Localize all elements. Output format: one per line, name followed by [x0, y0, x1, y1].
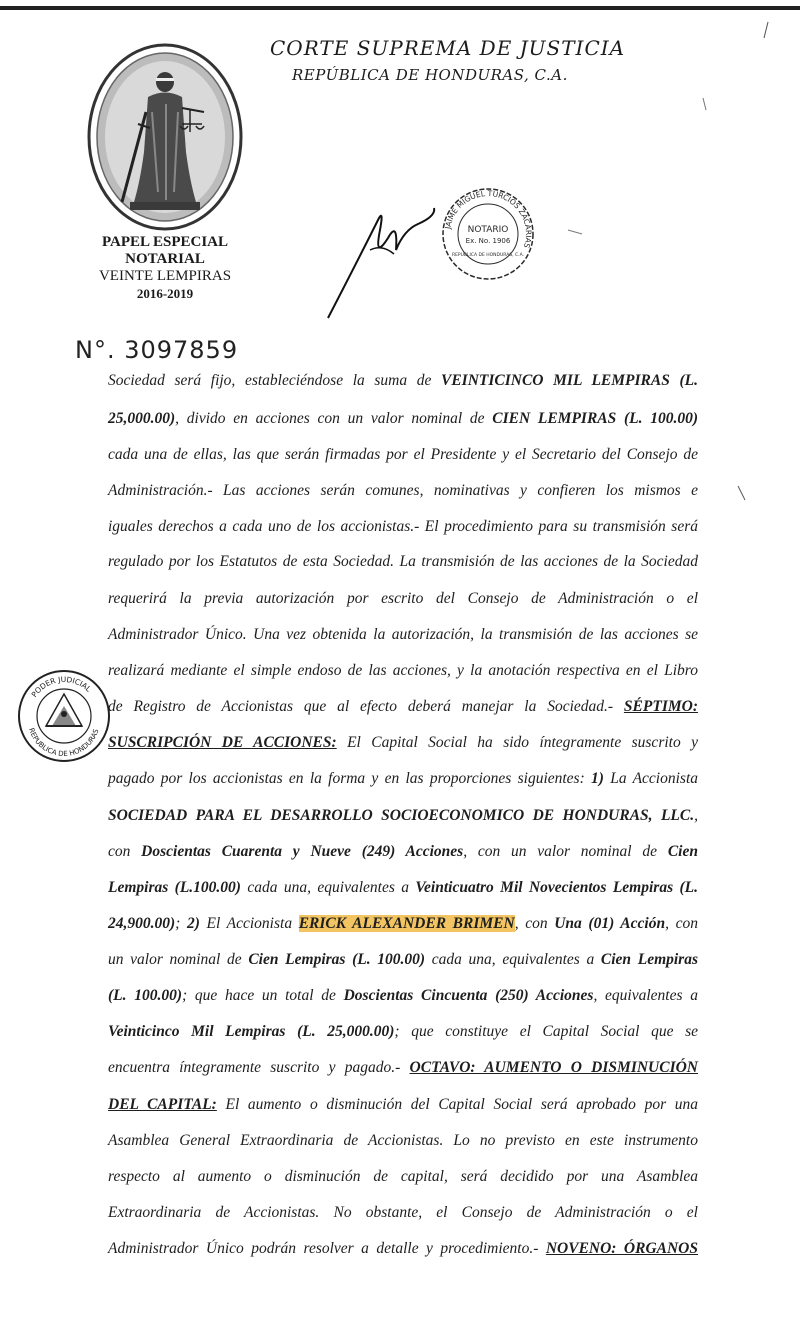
- text-segment: 1): [591, 770, 604, 787]
- text-line: [108, 1240, 698, 1258]
- text-segment: La Accionista: [603, 770, 699, 787]
- text-line: [108, 1059, 698, 1077]
- text-line: [108, 807, 698, 825]
- stray-mark-icon: [700, 96, 712, 116]
- justice-crest-icon: [86, 42, 244, 232]
- text-line: [108, 1132, 698, 1150]
- text-segment: , equivalentes a: [593, 987, 698, 1004]
- text-line: [108, 1168, 698, 1186]
- clause-heading: OCTAVO: AUMENTO O DISMINUCIÓN: [409, 1059, 698, 1076]
- clause-heading: NOVENO: ÓRGANOS: [545, 1240, 698, 1257]
- notary-stamp-ring-text: JAIME MIGUEL TURCIOS ZACARIAS: [443, 188, 534, 250]
- text-segment: , con: [665, 915, 698, 932]
- text-segment: Asamblea General Extraordinaria de Accionistas. Lo no previsto en este instrumento: [108, 1132, 698, 1149]
- paper-label-line3: VEINTE LEMPIRAS: [98, 268, 232, 284]
- text-segment: un valor nominal de: [108, 951, 249, 968]
- text-segment: pagado por los accionistas en la forma y en las proporciones siguientes:: [108, 770, 592, 787]
- text-segment: 24,900.00): [108, 915, 176, 932]
- text-segment: regulado por los Estatutos de esta Sociedad. La transmisión de las acciones de la Sociedad: [108, 553, 698, 570]
- text-segment: Administrador Único. Una vez obtenida la autorización, la transmisión de las acciones se: [108, 626, 698, 643]
- text-segment: realizará mediante el simple endoso de las acciones, y la anotación respectiva en el Libro: [108, 662, 698, 679]
- poder-judicial-seal-icon: [16, 668, 112, 764]
- text-segment: ;: [175, 915, 187, 932]
- text-line: [108, 843, 698, 861]
- text-segment: Lempiras (L.100.00): [108, 879, 241, 896]
- text-line: [108, 915, 698, 933]
- text-segment: respecto al aumento o disminución de capital, será decidido por una Asamblea: [108, 1168, 698, 1185]
- text-line: [108, 626, 698, 644]
- text-line: [108, 446, 698, 464]
- text-segment: ; que constituye el Capital Social que se: [394, 1023, 699, 1040]
- text-line: [108, 590, 698, 608]
- text-segment: de Registro de Accionistas que al efecto deberá manejar la Sociedad.-: [108, 698, 624, 715]
- text-segment: Administrador Único podrán resolver a detalle y procedimiento.-: [108, 1240, 546, 1257]
- text-line: [108, 770, 698, 788]
- seal-top-text: PODER JUDICIAL: [29, 674, 93, 699]
- notary-signature-icon: [318, 190, 438, 320]
- text-segment: encuentra íntegramente suscrito y pagado.-: [108, 1059, 410, 1076]
- text-line: [108, 734, 698, 752]
- text-segment: requerirá la previa autorización por escrito del Consejo de Administración o el: [108, 590, 698, 607]
- text-line: [108, 1096, 698, 1114]
- text-segment: Cien Lempiras: [600, 951, 698, 968]
- clause-heading: DEL CAPITAL:: [108, 1096, 217, 1113]
- court-name: CORTE SUPREMA DE JUSTICIA: [270, 36, 626, 60]
- paper-label-line2: NOTARIAL: [125, 251, 205, 267]
- text-line: [108, 879, 698, 897]
- paper-label: [60, 234, 270, 302]
- text-segment: Una (01) Acción: [554, 915, 666, 932]
- notary-stamp-number: Ex. No. 1906: [465, 237, 511, 245]
- text-segment: ,: [694, 807, 698, 824]
- text-line: [108, 518, 698, 536]
- text-segment: El Capital Social ha sido íntegramente suscrito y: [336, 734, 698, 751]
- text-line: [108, 1204, 698, 1222]
- text-segment: cada una, equivalentes a: [425, 951, 601, 968]
- text-line: [108, 698, 698, 716]
- top-border-line: [0, 6, 800, 10]
- text-segment: , divido en acciones con un valor nominal de: [175, 410, 493, 427]
- notary-stamp-title: NOTARIO: [467, 225, 509, 235]
- stray-mark-icon: [566, 226, 586, 238]
- text-line: [108, 987, 698, 1005]
- highlighted-name: ERICK ALEXANDER BRIMEN: [298, 915, 515, 932]
- text-segment: (L. 100.00): [108, 987, 182, 1004]
- clause-heading: SUSCRIPCIÓN DE ACCIONES:: [108, 734, 337, 751]
- text-segment: Veinticuatro Mil Novecientos Lempiras (L.: [415, 879, 698, 896]
- country-name: REPÚBLICA DE HONDURAS, C.A.: [292, 66, 568, 84]
- text-segment: 2): [186, 915, 200, 932]
- text-segment: CIEN LEMPIRAS (L. 100.00): [492, 410, 698, 427]
- text-segment: ; que hace un total de: [182, 987, 344, 1004]
- paper-label-line1: PAPEL ESPECIAL: [102, 234, 228, 250]
- text-line: [108, 951, 698, 969]
- text-segment: El aumento o disminución del Capital Social será aprobado por una: [216, 1096, 699, 1113]
- text-line: [108, 662, 698, 680]
- text-segment: Administración.- Las acciones serán comunes, nominativas y confieren los mismos e: [108, 482, 698, 499]
- paper-label-years: 2016-2019: [136, 286, 194, 301]
- text-segment: , con un valor nominal de: [463, 843, 668, 860]
- text-segment: iguales derechos a cada uno de los accionistas.- El procedimiento para su transmisión será: [108, 518, 698, 535]
- text-segment: Cien: [667, 843, 698, 860]
- text-segment: cada una, equivalentes a: [240, 879, 416, 896]
- stray-mark-icon: [736, 484, 748, 504]
- text-segment: VEINTICINCO MIL LEMPIRAS (L.: [441, 372, 698, 389]
- text-segment: Cien Lempiras (L. 100.00): [248, 951, 426, 968]
- notary-stamp-icon: [440, 186, 536, 282]
- text-segment: Veinticinco Mil Lempiras (L. 25,000.00): [108, 1023, 395, 1040]
- text-segment: Doscientas Cuarenta y Nueve (249) Acciones: [141, 843, 464, 860]
- clause-heading: SÉPTIMO:: [623, 698, 698, 715]
- text-segment: Sociedad será fijo, estableciéndose la suma de: [108, 372, 441, 389]
- text-segment: Extraordinaria de Accionistas. No obstante, el Consejo de Administración o el: [108, 1204, 698, 1221]
- serial-number: N°. 3097859: [75, 336, 239, 364]
- text-segment: El Accionista: [199, 915, 299, 932]
- text-line: [108, 482, 698, 500]
- stray-mark-icon: [760, 20, 772, 40]
- text-segment: SOCIEDAD PARA EL DESARROLLO SOCIOECONOMICO DE HONDURAS, LLC.: [108, 807, 695, 824]
- text-line: [108, 553, 698, 571]
- text-segment: Doscientas Cincuenta (250) Acciones: [343, 987, 594, 1004]
- text-line: [108, 372, 698, 390]
- text-segment: cada una de ellas, las que serán firmadas por el Presidente y el Secretario del Consejo de: [108, 446, 698, 463]
- seal-bottom-text: REPUBLICA DE HONDURAS: [27, 727, 101, 759]
- text-segment: 25,000.00): [108, 410, 176, 427]
- notary-stamp-bottom-text: REPUBLICA DE HONDURAS, C.A.: [451, 253, 525, 258]
- text-line: [108, 410, 698, 428]
- text-segment: con: [108, 843, 142, 860]
- text-line: [108, 1023, 698, 1041]
- text-segment: , con: [514, 915, 555, 932]
